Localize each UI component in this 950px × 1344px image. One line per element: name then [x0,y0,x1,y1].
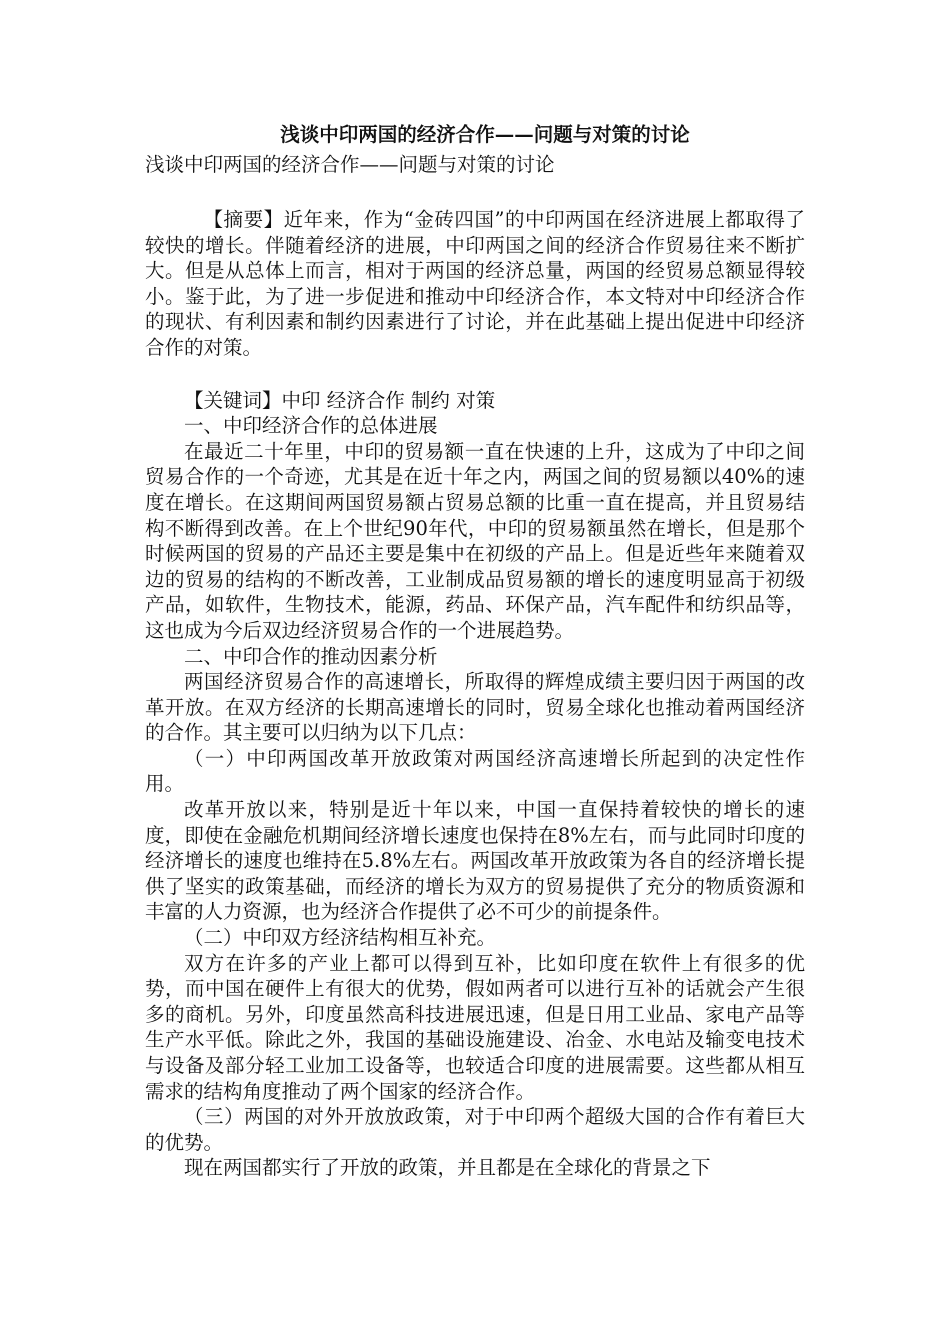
subsection-2-paragraph: 双方在许多的产业上都可以得到互补，比如印度在软件上有很多的优势，而中国在硬件上有很大的优势，假如两者可以进行互补的话就会产生很多的商机。另外，印度虽然高科技进展迅速，但是日用工业品、家电产品等生产水平低。除此之外，我国的基础设施建设、冶金、水电站及输变电技术与设备及部分轻工业加工设备等，也较适合印度的进展需要。这些都从相互需求的结构角度推动了两个国家的经济合作。 [145,951,805,1103]
document-page [145,120,805,1181]
subsection-1-paragraph: 改革开放以来，特别是近十年以来，中国一直保持着较快的增长的速度，即使在金融危机期间经济增长速度也保持在8%左右，而与此同时印度的经济增长的速度也维持在5.8%左右。两国改革开放政策为各自的经济增长提供了坚实的政策基础，而经济的增长为双方的贸易提供了充分的物质资源和丰富的人力资源，也为经济合作提供了必不可少的前提条件。 [145,798,805,924]
section-2-paragraph: 两国经济贸易合作的高速增长，所取得的辉煌成绩主要归因于两国的改革开放。在双方经济的长期高速增长的同时，贸易全球化也推动着两国经济的合作。其主要可以归纳为以下几点： [145,670,805,745]
subsection-2-heading: （二）中印双方经济结构相互补充。 [184,926,497,950]
section-1-heading: 一、中印经济合作的总体进展 [184,414,438,438]
document-title: 浅谈中印两国的经济合作——问题与对策的讨论 [280,123,690,146]
subsection-3-heading: （三）两国的对外开放放政策，对于中印两个超级大国的合作有着巨大的优势。 [145,1105,805,1154]
section-1-paragraph: 在最近二十年里，中印的贸易额一直在快速的上升，这成为了中印之间贸易合作的一个奇迹，尤其是在近十年之内，两国之间的贸易额以40%的速度在增长。在这期间两国贸易额占贸易总额的比重一直在提高，并且贸易结构不断得到改善。在上个世纪90年代，中印的贸易额虽然在增长，但是那个时候两国的贸易的产品还主要是集中在初级的产品上。但是近些年来随着双边的贸易的结构的不断改善，工业制成品贸易额的增长的速度明显高于初级产品，如软件，生物技术，能源，药品、环保产品，汽车配件和纺织品等，这也成为今后双边经济贸易合作的一个进展趋势。 [145,439,805,642]
document-subtitle: 浅谈中印两国的经济合作——问题与对策的讨论 [145,153,555,176]
subsection-1-heading: （一）中印两国改革开放政策对两国经济高速增长所起到的决定性作用。 [145,746,805,796]
abstract-paragraph: 【摘要】近年来，作为“金砖四国”的中印两国在经济进展上都取得了较快的增长。伴随着经济的进展，中印两国之间的经济合作贸易往来不断扩大。但是从总体上而言，相对于两国的经济总量，两国的经贸易总额显得较小。鉴于此，为了进一步促进和推动中印经济合作，本文特对中印经济合作的现状、有利因素和制约因素进行了讨论，并在此基础上提出促进中印经济合作的对策。 [145,208,805,359]
subsection-3-paragraph: 现在两国都实行了开放的政策，并且都是在全球化的背景之下 [184,1156,711,1180]
section-2-heading: 二、中印合作的推动因素分析 [184,644,438,668]
keywords-line: 【关键词】中印 经济合作 制约 对策 [184,388,496,412]
